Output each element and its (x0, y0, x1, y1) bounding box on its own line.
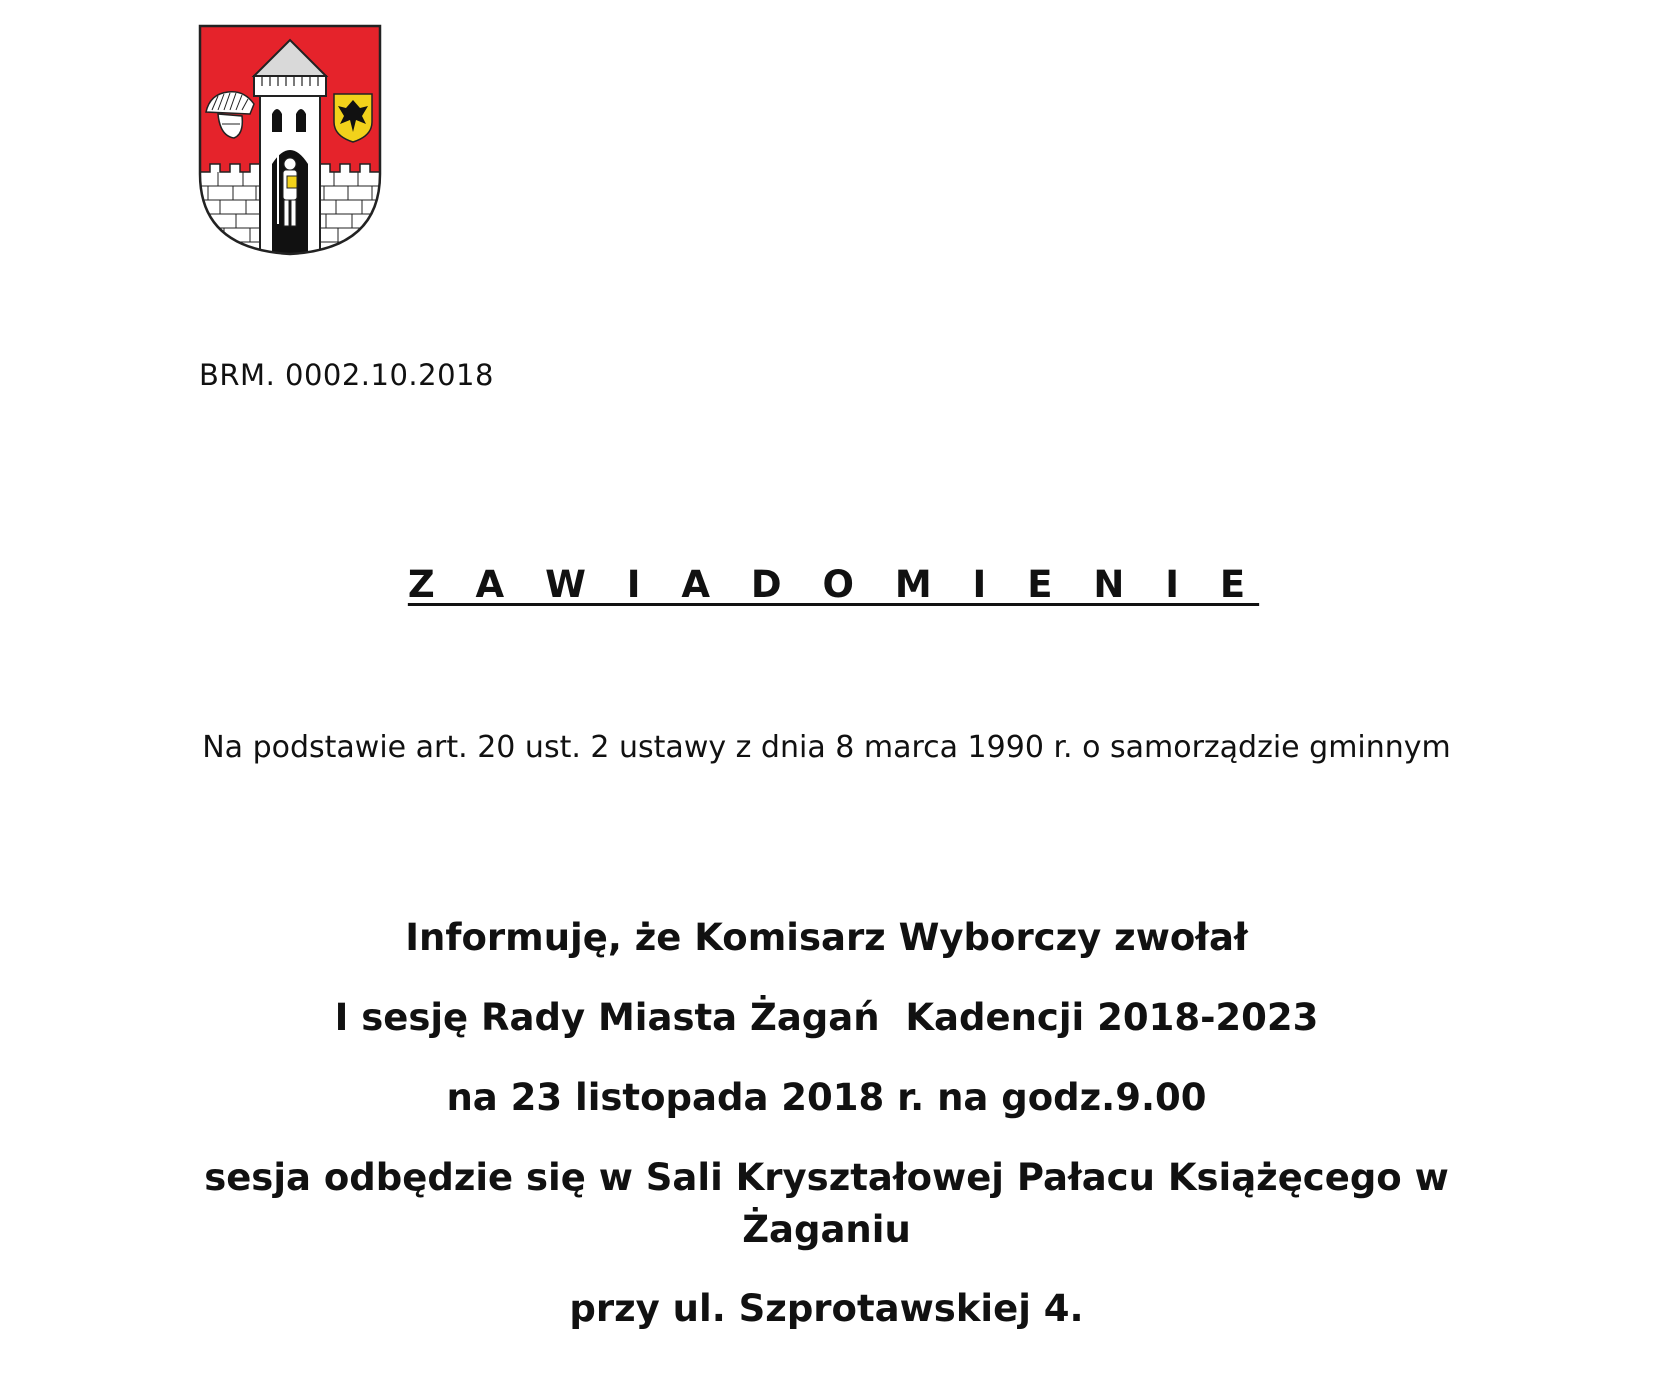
document-title-text: Z A W I A D O M I E N I E (407, 563, 1260, 606)
notice-line-4: sesja odbędzie się w Sali Kryształowej Pałacu Książęcego w Żaganiu (204, 1156, 1449, 1251)
notice-line-2: I sesję Rady Miasta Żagań Kadencji 2018-2023 (334, 996, 1319, 1039)
notice-line-1: Informuję, że Komisarz Wyborczy zwołał (405, 916, 1248, 959)
document-title (0, 563, 1653, 606)
legal-basis-text: Na podstawie art. 20 ust. 2 ustawy z dnia 8 marca 1990 r. o samorządzie gminnym (202, 730, 1451, 765)
document-reference-number: BRM. 0002.10.2018 (199, 358, 494, 392)
notice-line-3: na 23 listopada 2018 r. na godz.9.00 (446, 1076, 1207, 1119)
coat-of-arms-icon (198, 24, 382, 256)
notice-line-5: przy ul. Szprotawskiej 4. (569, 1287, 1084, 1330)
